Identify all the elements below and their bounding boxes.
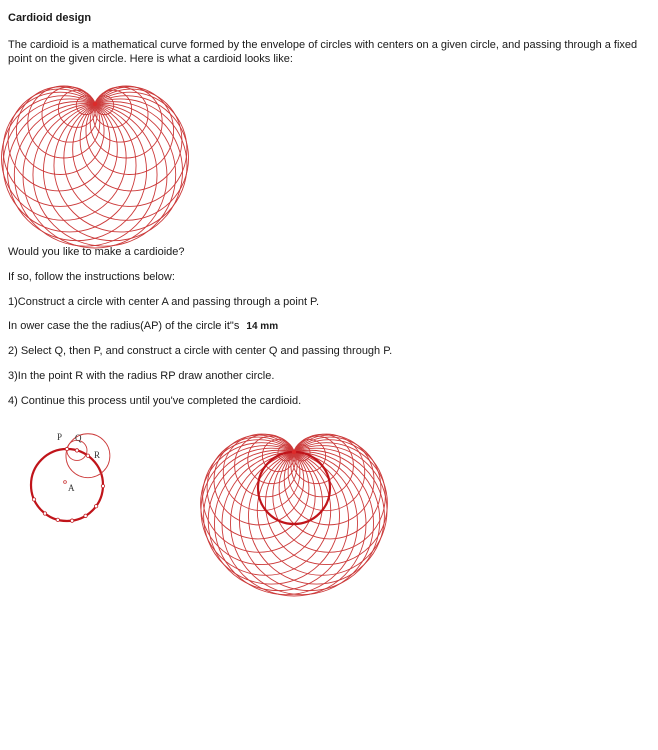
step-2: 2) Select Q, then P, and construct a circle with center Q and passing through P. — [8, 345, 393, 357]
radius-value: 14 mm — [246, 321, 279, 332]
label-a: A — [68, 483, 75, 493]
circle-marker-point — [32, 498, 35, 501]
step-3: 3)In the point R with the radius RP draw another circle. — [8, 370, 275, 382]
question-line: Would you like to make a cardioide? — [8, 246, 185, 258]
base-circle — [258, 452, 330, 524]
circle-marker-point — [94, 504, 97, 507]
cusp-point — [93, 102, 97, 106]
step-4: 4) Continue this process until you've completed the cardioid. — [8, 395, 302, 407]
label-r: R — [94, 450, 101, 460]
center-point-a — [64, 481, 67, 484]
cusp-point — [292, 450, 296, 454]
circle-marker-point — [101, 484, 104, 487]
followup-line: If so, follow the instructions below: — [8, 271, 175, 283]
circle-marker-point — [65, 447, 68, 450]
envelope-circle — [3, 99, 136, 232]
page-title: Cardioid design — [8, 12, 92, 24]
circle-marker-point — [84, 514, 87, 517]
step-1-radius-text: In ower case the the radius(AP) of the circle it"s — [8, 320, 240, 332]
label-p: P — [57, 432, 63, 442]
cardioid-illustration-bottom — [195, 428, 395, 603]
intro-paragraph: The cardioid is a mathematical curve formed by the envelope of circles with centers on a given circle, and passing through a fixed point on the given circle. Here is what a cardioid looks like: — [8, 39, 638, 65]
construction-diagram — [20, 422, 130, 532]
label-q: Q — [75, 433, 82, 443]
step-1-radius — [8, 320, 278, 332]
circle-marker-point — [56, 518, 59, 521]
cardioid-illustration-top — [20, 90, 180, 230]
circle-marker-point — [86, 454, 89, 457]
construction-base-circle — [31, 449, 103, 521]
circle-marker-point — [43, 512, 46, 515]
envelope-circle — [54, 99, 187, 232]
step-1: 1)Construct a circle with center A and passing through a point P. — [8, 296, 320, 308]
circle-marker-point — [70, 519, 73, 522]
circle-marker-point — [75, 449, 78, 452]
